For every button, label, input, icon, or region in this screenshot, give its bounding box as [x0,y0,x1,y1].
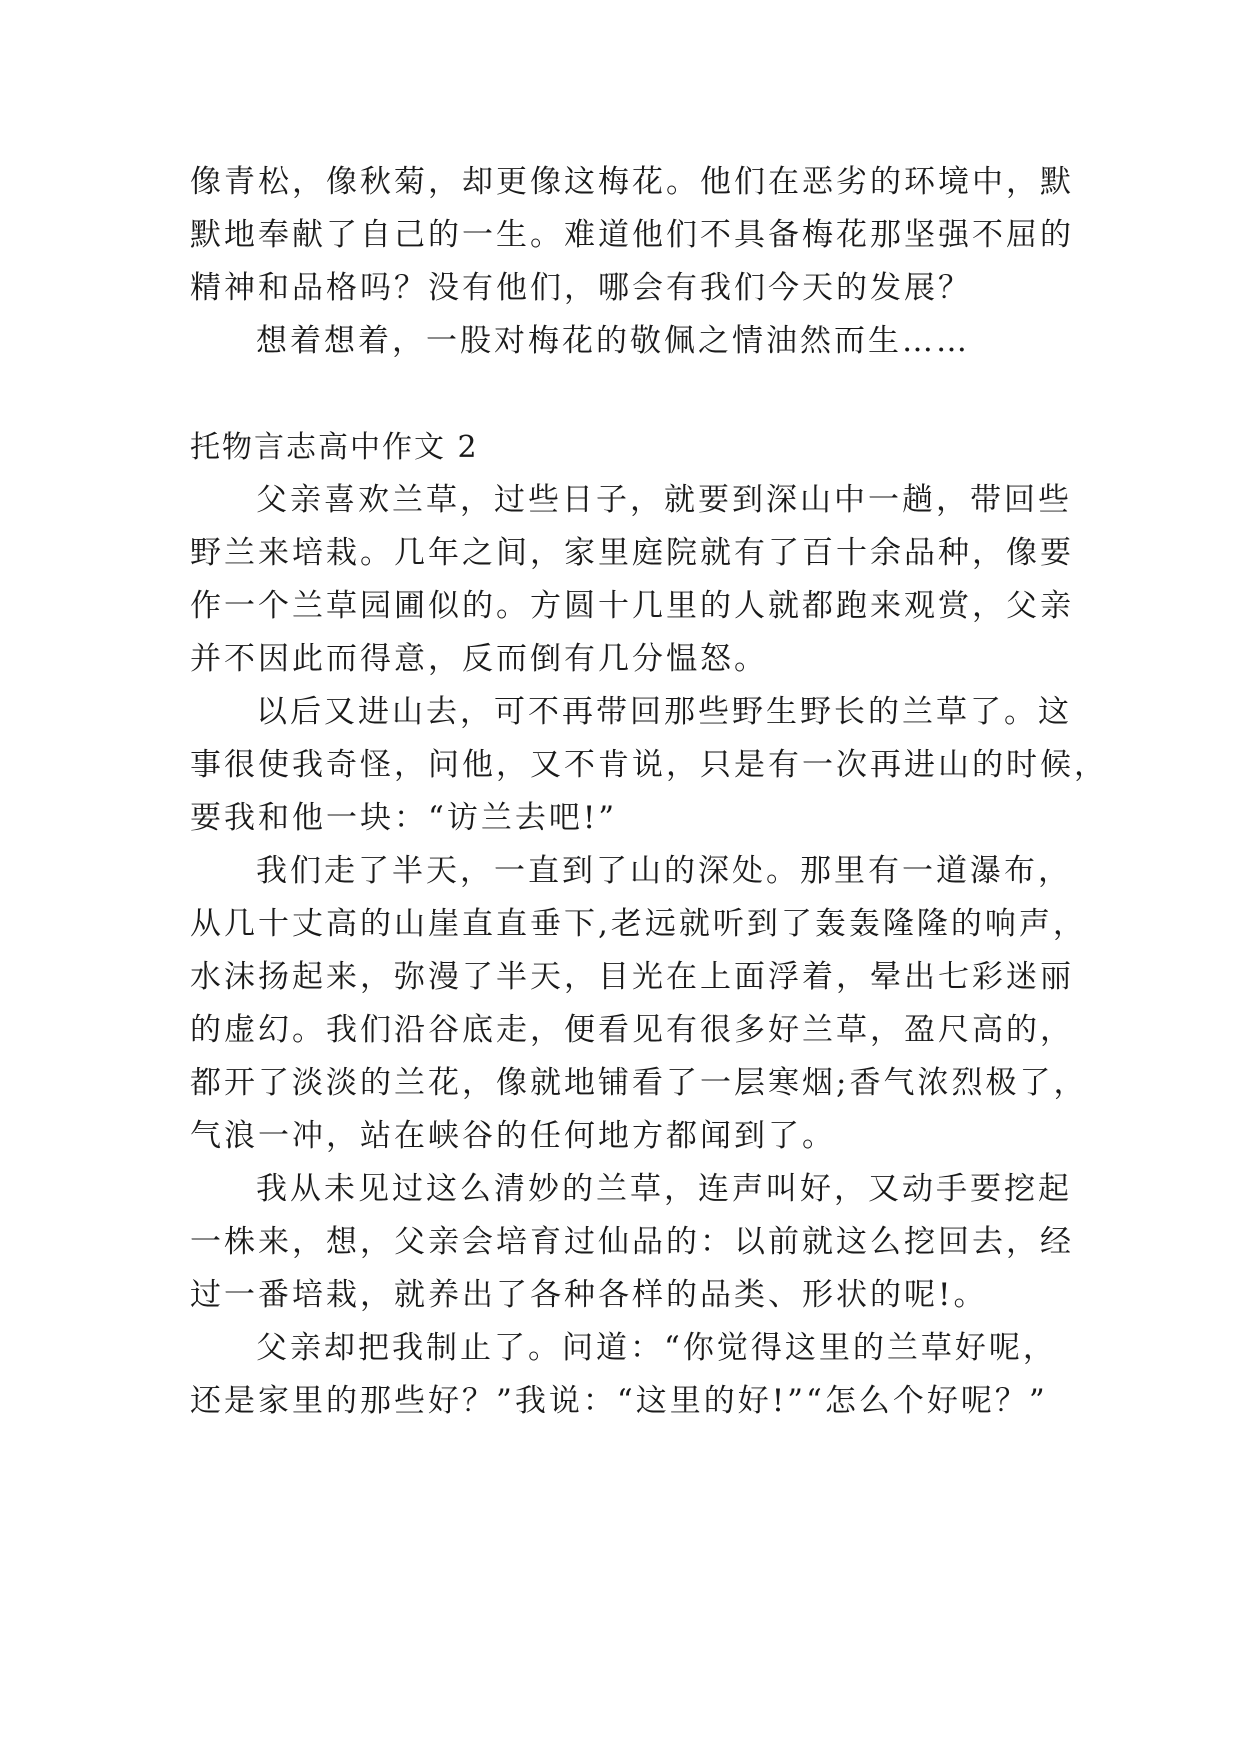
text-line: 过一番培栽，就养出了各种各样的品类、形状的呢!。 [190,1277,988,1313]
text-line: 事很使我奇怪，问他，又不肯说，只是有一次再进山的时候， [190,747,1108,783]
text-line: 一株来，想，父亲会培育过仙品的：以前就这么挖回去，经 [190,1224,1074,1260]
text-line: 并不因此而得意，反而倒有几分愠怒。 [190,641,768,677]
text-line: 从几十丈高的山崖直直垂下,老远就听到了轰轰隆隆的响声， [190,906,1087,942]
text-line: 精神和品格吗？没有他们，哪会有我们今天的发展？ [190,270,972,306]
document-body [190,156,1108,1428]
text-line: 以后又进山去，可不再带回那些野生野长的兰草了。这 [256,694,1072,730]
text-line: 都开了淡淡的兰花，像就地铺看了一层寒烟;香气浓烈极了， [190,1065,1088,1101]
text-line: 水沫扬起来，弥漫了半天，目光在上面浮着，晕出七彩迷丽 [190,959,1074,995]
text-line: 气浪一冲，站在峡谷的任何地方都闻到了。 [190,1118,836,1154]
text-line: 父亲却把我制止了。问道：“你觉得这里的兰草好呢， [256,1330,1057,1366]
text-line: 父亲喜欢兰草，过些日子，就要到深山中一趟，带回些 [256,482,1072,518]
text-line: 野兰来培栽。几年之间，家里庭院就有了百十余品种，像要 [190,535,1074,571]
section-title: 托物言志高中作文 2 [190,430,479,465]
text-line: 要我和他一块：“访兰去吧!” [190,800,618,836]
text-line: 还是家里的那些好？”我说：“这里的好!”“怎么个好呢？” [190,1383,1048,1419]
text-line: 我从未见过这么清妙的兰草，连声叫好，又动手要挖起 [256,1171,1072,1207]
text-line: 的虚幻。我们沿谷底走，便看见有很多好兰草，盈尺高的， [190,1012,1074,1048]
paragraph-gap [190,368,1060,421]
text-line: 作一个兰草园圃似的。方圆十几里的人就都跑来观赏，父亲 [190,588,1074,624]
text-line: 想着想着，一股对梅花的敬佩之情油然而生…… [256,323,970,359]
text-line: 默地奉献了自己的一生。难道他们不具备梅花那坚强不屈的 [190,217,1074,253]
text-line: 我们走了半天，一直到了山的深处。那里有一道瀑布， [256,853,1072,889]
text-line: 像青松，像秋菊，却更像这梅花。他们在恶劣的环境中，默 [190,164,1074,200]
